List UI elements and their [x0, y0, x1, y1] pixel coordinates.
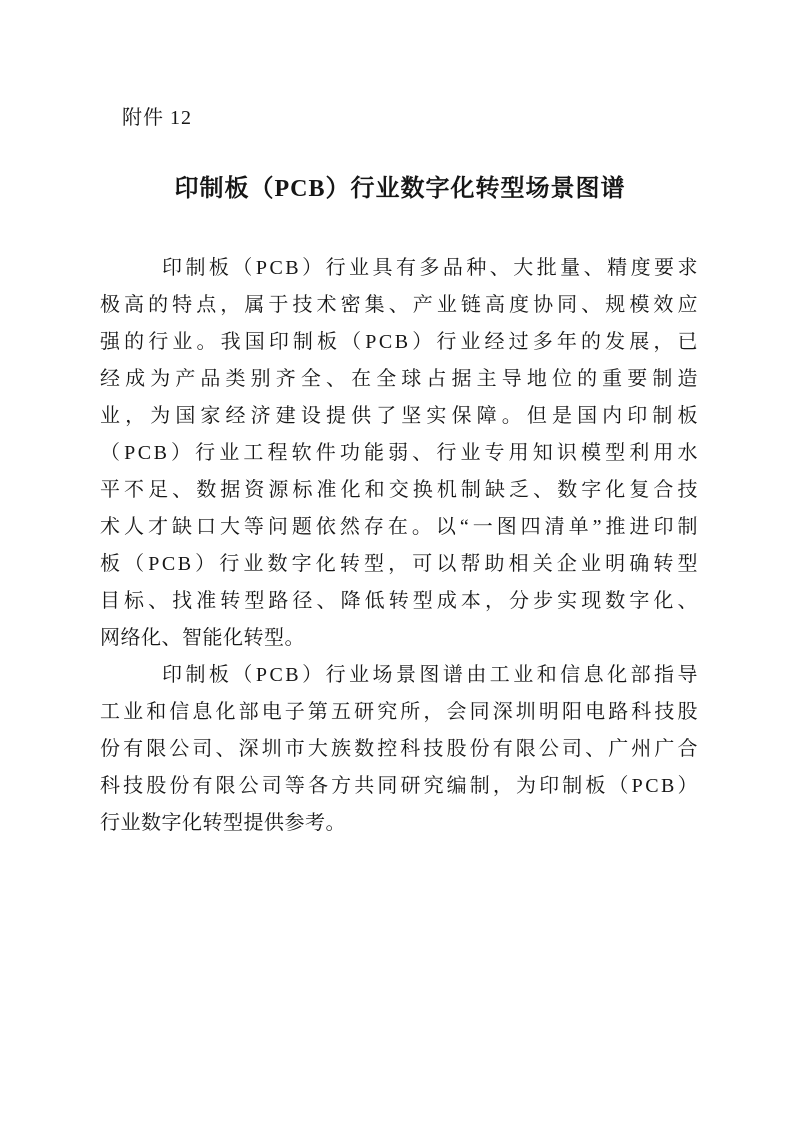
text-line: 术人才缺口大等问题依然存在。以“一图四清单”推进印制	[100, 516, 700, 538]
text-line: 极高的特点，属于技术密集、产业链高度协同、规模效应	[100, 294, 700, 316]
paragraph	[100, 657, 700, 842]
text-line: 平不足、数据资源标准化和交换机制缺乏、数字化复合技	[100, 479, 700, 501]
text-line: 行业数字化转型提供参考。	[100, 812, 346, 834]
text-line: 印制板（PCB）行业场景图谱由工业和信息化部指导	[162, 664, 700, 686]
text-line: 份有限公司、深圳市大族数控科技股份有限公司、广州广合	[100, 738, 700, 760]
attachment-label: 附件 12	[122, 107, 192, 129]
text-line: 科技股份有限公司等各方共同研究编制，为印制板（PCB）	[100, 775, 700, 797]
text-line: 强的行业。我国印制板（PCB）行业经过多年的发展，已	[100, 331, 700, 353]
text-line: 业，为国家经济建设提供了坚实保障。但是国内印制板	[100, 405, 700, 427]
document-title: 印制板（PCB）行业数字化转型场景图谱	[174, 176, 626, 202]
text-line: 目标、找准转型路径、降低转型成本，分步实现数字化、	[100, 590, 700, 612]
text-line: 印制板（PCB）行业具有多品种、大批量、精度要求	[162, 257, 700, 279]
text-line: 工业和信息化部电子第五研究所，会同深圳明阳电路科技股	[100, 701, 700, 723]
text-line: 板（PCB）行业数字化转型，可以帮助相关企业明确转型	[100, 553, 700, 575]
paragraph	[100, 250, 700, 657]
text-line: 网络化、智能化转型。	[100, 627, 305, 649]
text-line: 经成为产品类别齐全、在全球占据主导地位的重要制造	[100, 368, 700, 390]
document-body	[100, 250, 700, 842]
text-line: （PCB）行业工程软件功能弱、行业专用知识模型利用水	[100, 442, 700, 464]
